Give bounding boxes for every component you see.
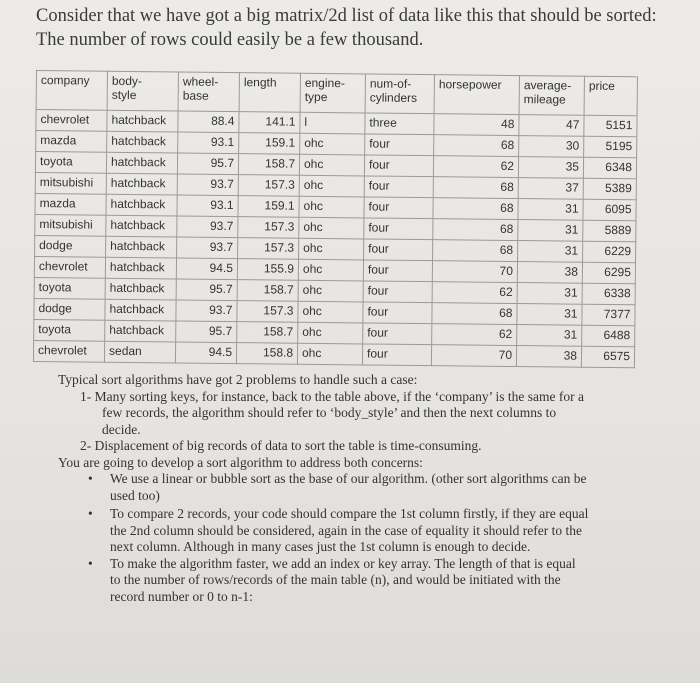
cell-num-of-cylinders: three bbox=[365, 113, 434, 135]
cell-wheel-base: 88.4 bbox=[178, 111, 239, 133]
cell-horsepower: 68 bbox=[433, 198, 518, 220]
cell-engine-type: ohc bbox=[298, 259, 363, 281]
header-average-mileage: average- mileage bbox=[519, 76, 584, 116]
cell-body-style: hatchback bbox=[106, 194, 177, 216]
cell-average-mileage: 35 bbox=[518, 157, 583, 179]
cell-wheel-base: 93.7 bbox=[177, 237, 238, 259]
cell-average-mileage: 31 bbox=[517, 283, 582, 305]
bullet-3-line-3: record number or 0 to n-1: bbox=[110, 588, 253, 604]
header-num-of-cylinders: num-of- cylinders bbox=[365, 74, 434, 114]
cell-price: 5151 bbox=[584, 115, 637, 137]
cell-length: 158.8 bbox=[236, 343, 297, 365]
cell-length: 157.3 bbox=[237, 301, 298, 323]
cell-average-mileage: 47 bbox=[519, 115, 584, 137]
cell-average-mileage: 31 bbox=[517, 304, 582, 326]
cell-engine-type: ohc bbox=[299, 175, 364, 197]
bullet-2-line-2: the 2nd column should be considered, again in the case of equality it should refer to the bbox=[110, 522, 582, 538]
cell-body-style: hatchback bbox=[106, 236, 177, 258]
intro-line: Typical sort algorithms have got 2 problems to handle such a case: bbox=[58, 372, 418, 387]
cell-company: chevrolet bbox=[36, 110, 107, 132]
bullet-2-line-3: next column. Although in many cases just the 1st column is enough to decide. bbox=[110, 539, 531, 554]
cell-body-style: hatchback bbox=[106, 152, 177, 174]
cell-num-of-cylinders: four bbox=[363, 323, 432, 345]
bullet-dot: • bbox=[88, 555, 93, 571]
item-1-line-1: 1- Many sorting keys, for instance, back to the table above, if the ‘company’ is the same for a bbox=[80, 388, 584, 404]
cell-horsepower: 62 bbox=[432, 282, 517, 304]
cell-average-mileage: 31 bbox=[518, 220, 583, 242]
cell-wheel-base: 94.5 bbox=[175, 342, 236, 364]
cell-length: 157.3 bbox=[238, 175, 299, 197]
bullet-dot: • bbox=[88, 471, 93, 486]
cell-price: 7377 bbox=[582, 304, 635, 326]
cell-length: 141.1 bbox=[239, 112, 300, 134]
cell-price: 6295 bbox=[582, 262, 635, 284]
goal-line: You are going to develop a sort algorithm to address both concerns: bbox=[58, 454, 423, 470]
cell-num-of-cylinders: four bbox=[363, 302, 432, 324]
cell-body-style: hatchback bbox=[105, 278, 176, 300]
cell-length: 158.7 bbox=[237, 280, 298, 302]
cell-horsepower: 48 bbox=[434, 114, 519, 136]
cell-length: 157.3 bbox=[238, 217, 299, 239]
cell-body-style: hatchback bbox=[105, 320, 176, 342]
bullet-item bbox=[58, 556, 668, 606]
cell-company: chevrolet bbox=[33, 340, 104, 362]
cell-num-of-cylinders: four bbox=[363, 281, 432, 303]
cell-horsepower: 68 bbox=[432, 303, 517, 325]
cell-price: 6095 bbox=[583, 199, 636, 221]
cell-average-mileage: 31 bbox=[517, 325, 582, 347]
cell-company: mitsubishi bbox=[35, 172, 106, 194]
cell-body-style: hatchback bbox=[106, 173, 177, 195]
cell-num-of-cylinders: four bbox=[364, 155, 433, 177]
cell-wheel-base: 95.7 bbox=[177, 153, 238, 175]
cell-price: 6575 bbox=[581, 346, 634, 368]
bullet-dot: • bbox=[88, 506, 93, 521]
cell-num-of-cylinders: four bbox=[362, 344, 431, 366]
cell-engine-type: ohc bbox=[298, 301, 363, 323]
explanation-text bbox=[58, 372, 668, 605]
cell-engine-type: ohc bbox=[299, 154, 364, 176]
bullet-item bbox=[58, 471, 668, 504]
cell-price: 6488 bbox=[582, 325, 635, 347]
header-price: price bbox=[584, 76, 637, 116]
header-body-style: body- style bbox=[107, 71, 178, 111]
item-1-line-3: decide. bbox=[102, 421, 141, 437]
cell-average-mileage: 31 bbox=[518, 199, 583, 221]
cell-body-style: hatchback bbox=[105, 299, 176, 321]
cell-num-of-cylinders: four bbox=[364, 239, 433, 261]
cell-horsepower: 62 bbox=[433, 156, 518, 178]
header-length: length bbox=[239, 73, 300, 113]
cell-price: 6338 bbox=[582, 283, 635, 305]
cell-company: mazda bbox=[35, 193, 106, 215]
cell-company: mazda bbox=[36, 131, 107, 153]
header-wheel-base: wheel- base bbox=[178, 72, 239, 112]
cell-average-mileage: 30 bbox=[519, 136, 584, 158]
cell-body-style: hatchback bbox=[106, 215, 177, 237]
cell-wheel-base: 95.7 bbox=[176, 321, 237, 343]
cell-engine-type: ohc bbox=[299, 238, 364, 260]
cell-price: 5389 bbox=[583, 178, 636, 200]
cell-body-style: hatchback bbox=[107, 131, 178, 153]
bullet-1-line-1: We use a linear or bubble sort as the base of our algorithm. (other sort algorithms can be bbox=[110, 471, 587, 486]
item-1-line-2: few records, the algorithm should refer to ‘body_style’ and then the next columns to bbox=[102, 405, 557, 420]
cell-length: 159.1 bbox=[239, 133, 300, 155]
cell-company: dodge bbox=[35, 235, 106, 257]
bullet-3-line-1: To make the algorithm faster, we add an index or key array. The length of that is equal bbox=[110, 555, 576, 571]
cell-wheel-base: 94.5 bbox=[176, 258, 237, 280]
cell-num-of-cylinders: four bbox=[364, 176, 433, 198]
cell-length: 157.3 bbox=[238, 238, 299, 260]
cell-horsepower: 62 bbox=[432, 324, 517, 346]
cell-engine-type: ohc bbox=[300, 133, 365, 155]
cell-body-style: sedan bbox=[104, 341, 175, 363]
cell-num-of-cylinders: four bbox=[363, 260, 432, 282]
cell-company: toyota bbox=[34, 277, 105, 299]
cell-company: chevrolet bbox=[34, 256, 105, 278]
table-body bbox=[33, 110, 637, 368]
cell-engine-type: ohc bbox=[297, 343, 362, 365]
cell-num-of-cylinders: four bbox=[364, 197, 433, 219]
cell-length: 158.7 bbox=[237, 322, 298, 344]
cell-num-of-cylinders: four bbox=[365, 134, 434, 156]
cell-price: 5195 bbox=[584, 136, 637, 158]
cell-engine-type: l bbox=[300, 112, 365, 134]
bullet-item bbox=[58, 506, 668, 556]
data-table bbox=[33, 70, 638, 368]
cell-engine-type: ohc bbox=[299, 217, 364, 239]
heading-line-1: Consider that we have got a big matrix/2d list of data like this that should be sorted: bbox=[36, 6, 657, 26]
cell-horsepower: 70 bbox=[431, 345, 516, 367]
cell-length: 159.1 bbox=[238, 196, 299, 218]
cell-price: 5889 bbox=[583, 220, 636, 242]
cell-horsepower: 68 bbox=[433, 219, 518, 241]
cell-length: 155.9 bbox=[237, 259, 298, 281]
table-header-row bbox=[36, 71, 637, 116]
cell-company: mitsubishi bbox=[35, 214, 106, 236]
cell-horsepower: 68 bbox=[433, 240, 518, 262]
header-engine-type: engine- type bbox=[300, 73, 365, 113]
cell-wheel-base: 93.7 bbox=[176, 300, 237, 322]
cell-average-mileage: 38 bbox=[516, 346, 581, 368]
cell-average-mileage: 31 bbox=[518, 241, 583, 263]
cell-wheel-base: 93.7 bbox=[177, 216, 238, 238]
cell-wheel-base: 95.7 bbox=[176, 279, 237, 301]
bullet-2-line-1: To compare 2 records, your code should compare the 1st column firstly, if they are equal bbox=[110, 506, 589, 521]
cell-wheel-base: 93.1 bbox=[177, 195, 238, 217]
header-horsepower: horsepower bbox=[434, 75, 519, 115]
cell-company: dodge bbox=[34, 298, 105, 320]
bullet-3-line-2: to the number of rows/records of the main table (n), and would be initiated with the bbox=[110, 572, 561, 587]
cell-wheel-base: 93.1 bbox=[178, 132, 239, 154]
cell-engine-type: ohc bbox=[298, 322, 363, 344]
cell-num-of-cylinders: four bbox=[364, 218, 433, 240]
cell-engine-type: ohc bbox=[299, 196, 364, 218]
cell-company: toyota bbox=[34, 319, 105, 341]
cell-price: 6348 bbox=[583, 157, 636, 179]
heading-line-2: The number of rows could easily be a few thousand. bbox=[36, 30, 424, 50]
cell-body-style: hatchback bbox=[107, 110, 178, 132]
item-2-line: 2- Displacement of big records of data to sort the table is time-consuming. bbox=[80, 438, 482, 453]
cell-body-style: hatchback bbox=[105, 257, 176, 279]
cell-engine-type: ohc bbox=[298, 280, 363, 302]
cell-horsepower: 70 bbox=[432, 261, 517, 283]
cell-average-mileage: 38 bbox=[517, 262, 582, 284]
problem-heading bbox=[36, 4, 686, 52]
bullet-1-line-2: used too) bbox=[110, 487, 160, 503]
cell-average-mileage: 37 bbox=[518, 178, 583, 200]
cell-price: 6229 bbox=[583, 241, 636, 263]
cell-horsepower: 68 bbox=[434, 135, 519, 157]
header-company: company bbox=[36, 71, 107, 111]
cell-horsepower: 68 bbox=[433, 177, 518, 199]
cell-length: 158.7 bbox=[238, 154, 299, 176]
cell-company: toyota bbox=[35, 152, 106, 174]
cell-wheel-base: 93.7 bbox=[177, 174, 238, 196]
